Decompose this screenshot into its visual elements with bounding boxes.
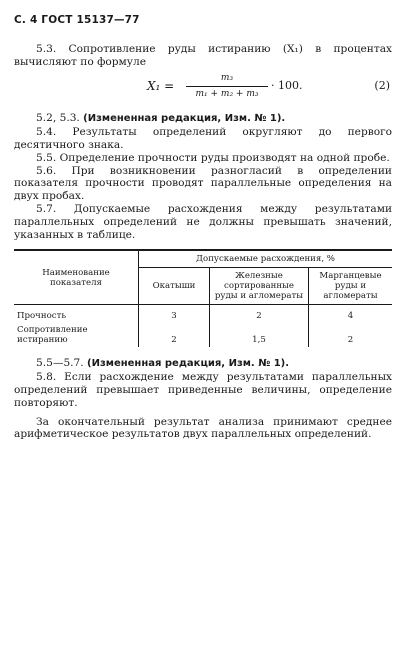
row-value: 1,5 bbox=[210, 323, 309, 347]
paragraph-5-3: 5.3. Сопротивление руды истиранию (X₁) в процентах вычисляют по формуле bbox=[14, 42, 392, 68]
formula-numerator: m₃ bbox=[186, 72, 268, 87]
formula-denominator: m₁ + m₂ + m₃ bbox=[195, 89, 259, 100]
group-header: Допускаемые расхождения, % bbox=[139, 250, 393, 268]
formula-fraction bbox=[186, 72, 268, 101]
formula-number: (2) bbox=[374, 79, 390, 93]
paragraph-5-5: 5.5. Определение прочности руды производят на одной пробе. bbox=[36, 151, 390, 164]
paragraph-5-4: 5.4. Результаты определений округляют до первого десятичного знака. bbox=[14, 126, 392, 151]
paragraph-5-7: 5.7. Допускаемые расхождения между результатами параллельных определений не должны превышать значений, указанных в таблице. bbox=[14, 202, 392, 241]
subheader-iron-ores: Железные сортированные руды и агломераты bbox=[210, 268, 309, 305]
edit-note-2 bbox=[14, 357, 392, 371]
final-paragraph: За окончательный результат анализа принимают среднее арифметическое результатов двух параллельных определений. bbox=[14, 415, 392, 441]
document-page bbox=[14, 14, 392, 441]
row-value: 2 bbox=[210, 305, 309, 324]
formula-tail: · 100. bbox=[271, 79, 303, 93]
table-row bbox=[14, 305, 392, 324]
edit-note-1-prefix: 5.2, 5.3. bbox=[36, 112, 84, 125]
edit-note-1 bbox=[14, 112, 392, 126]
paragraph-5-6: 5.6. При возникновении разногласий в определении показателя прочности проводят параллельные определения на двух пробах. bbox=[14, 164, 392, 203]
row-value: 2 bbox=[347, 335, 354, 346]
edit-note-2-text: (Измененная редакция, Изм. № 1). bbox=[87, 358, 290, 370]
table-row bbox=[14, 323, 392, 347]
row-value: 3 bbox=[139, 305, 210, 324]
edit-note-1-text: (Измененная редакция, Изм. № 1). bbox=[83, 113, 286, 125]
formula-2 bbox=[14, 72, 392, 106]
formula-lhs: X₁ = bbox=[147, 79, 175, 94]
row-value: 4 bbox=[347, 311, 354, 322]
col-header-name: Наименование показателя bbox=[14, 250, 139, 305]
row-name: Сопротивление истиранию bbox=[14, 323, 139, 347]
subheader-pellets: Окатыши bbox=[139, 268, 210, 305]
paragraph-5-8: 5.8. Если расхождение между результатами параллельных определений превышает приведенные величины, определение повторяют. bbox=[14, 371, 392, 409]
page-header: С. 4 ГОСТ 15137—77 bbox=[14, 14, 140, 26]
subheader-manganese-ores: Марганцевые руды и агломераты bbox=[309, 268, 393, 305]
row-name: Прочность bbox=[14, 305, 139, 324]
tolerance-table bbox=[14, 249, 392, 347]
edit-note-2-prefix: 5.5—5.7. bbox=[36, 357, 88, 370]
row-value: 2 bbox=[139, 323, 210, 347]
